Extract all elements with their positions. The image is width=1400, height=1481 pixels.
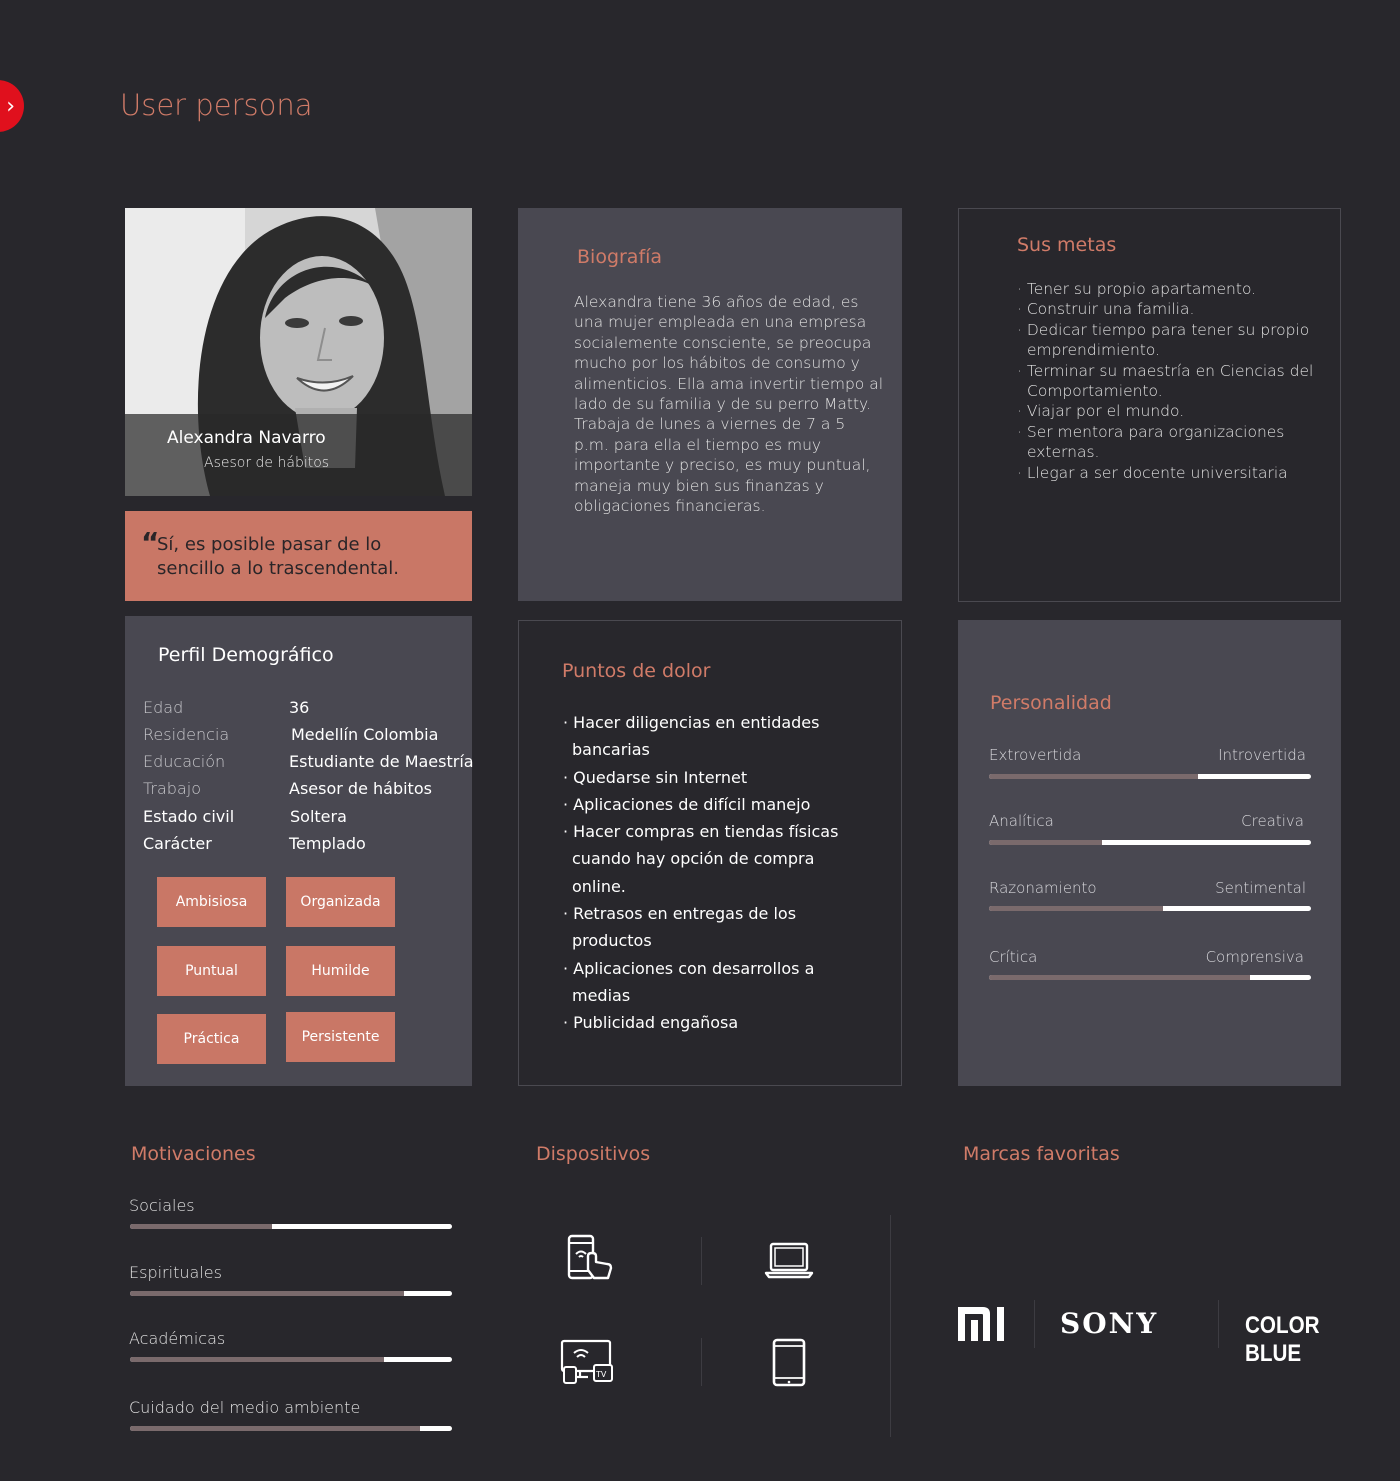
smartphone-touch-icon	[566, 1234, 614, 1282]
demo-value-residence: Medellín Colombia	[291, 725, 439, 744]
smart-tv-icon	[560, 1337, 614, 1385]
personality-card	[958, 620, 1341, 1086]
chevron-right-icon: ›	[6, 93, 15, 119]
demo-label-job: Trabajo	[143, 779, 201, 798]
scale-left-label: Analítica	[989, 812, 1054, 830]
motivation-bar-fill	[130, 1224, 272, 1229]
device-divider	[701, 1237, 702, 1285]
section-divider	[890, 1215, 891, 1437]
goal-item: · Terminar su maestría en Ciencias del Comportamiento.	[1017, 361, 1314, 401]
svg-text:TV: TV	[596, 1370, 607, 1379]
brand-divider	[1218, 1300, 1219, 1348]
pain-point-item: · Quedarse sin Internet	[563, 767, 748, 787]
scale-right-label: Creativa	[1241, 812, 1304, 830]
personality-slider-fill	[989, 906, 1163, 911]
trait-tag[interactable]: Persistente	[286, 1012, 395, 1062]
pain-point-item: · Aplicaciones con desarrollos a medias	[563, 958, 815, 1005]
motivation-bar	[130, 1291, 452, 1296]
scale-left-label: Crítica	[989, 948, 1038, 966]
demo-label-education: Educación	[143, 752, 226, 771]
goal-item: · Ser mentora para organizaciones externas.	[1017, 422, 1285, 462]
goals-title: Sus metas	[1017, 234, 1117, 256]
color-blue-logo: COLOR BLUE	[1245, 1312, 1320, 1367]
quote-mark-icon: “	[141, 526, 160, 559]
motivation-label: Espirituales	[129, 1263, 222, 1282]
goals-list	[1017, 279, 1327, 483]
persona-role: Asesor de hábitos	[204, 455, 330, 471]
laptop-icon	[764, 1240, 814, 1280]
pain-point-item: · Aplicaciones de difícil manejo	[563, 794, 811, 814]
trait-tag[interactable]: Organizada	[286, 877, 395, 927]
xiaomi-logo	[956, 1304, 1006, 1344]
demo-value-education: Estudiante de Maestría	[289, 752, 474, 771]
demo-label-age: Edad	[143, 698, 184, 717]
persona-quote	[125, 511, 472, 601]
demographics-title: Perfil Demográfico	[158, 644, 334, 666]
goal-item: · Llegar a ser docente universitaria	[1017, 463, 1288, 482]
personality-slider-fill	[989, 840, 1102, 845]
personality-slider	[989, 774, 1311, 779]
trait-tag[interactable]: Humilde	[286, 946, 395, 996]
goal-item: · Dedicar tiempo para tener su propio emprendimiento.	[1017, 320, 1310, 360]
personality-slider-fill	[989, 774, 1198, 779]
biography-title: Biografía	[577, 246, 663, 268]
motivation-label: Sociales	[129, 1196, 195, 1215]
motivation-bar	[130, 1357, 452, 1362]
page-title: User persona	[120, 88, 313, 122]
trait-tag[interactable]: Ambisiosa	[157, 877, 266, 927]
goal-item: · Viajar por el mundo.	[1017, 402, 1185, 421]
persona-name: Alexandra Navarro	[167, 428, 326, 448]
biography-text: Alexandra tiene 36 años de edad, es una mujer empleada en una empresa socialemente consciente, se preocupa mucho por los hábitos de consumo y alimenticios. Ella ama invertir tiempo al lado de su familia y de su perro Matty. Trabaja de lunes a viernes de 7 a 5 p.m. para ella el tiempo es muy importante y preciso, es muy puntual, maneja muy bien sus finanzas y obligaciones financieras.	[574, 293, 884, 516]
device-divider	[701, 1338, 702, 1386]
pain-point-item: · Hacer diligencias en entidades bancarias	[563, 713, 820, 760]
demo-value-marital-status: Soltera	[290, 807, 347, 826]
pain-points-title: Puntos de dolor	[562, 660, 711, 682]
demo-label-character: Carácter	[143, 834, 212, 853]
profile-photo	[125, 208, 472, 496]
demo-value-age: 36	[289, 698, 310, 717]
motivation-label: Cuidado del medio ambiente	[129, 1398, 361, 1417]
scale-right-label: Sentimental	[1215, 879, 1306, 897]
pain-point-item: · Hacer compras en tiendas físicas cuando hay opción de compra online.	[563, 822, 839, 896]
pain-point-item: · Publicidad engañosa	[563, 1013, 739, 1033]
scale-right-label: Comprensiva	[1205, 948, 1304, 966]
motivation-bar-fill	[130, 1426, 420, 1431]
trait-tag[interactable]: Puntual	[157, 946, 266, 996]
personality-slider-fill	[989, 975, 1250, 980]
goal-item: · Construir una familia.	[1017, 300, 1195, 319]
trait-tag[interactable]: Práctica	[157, 1014, 266, 1064]
next-arrow-button[interactable]	[0, 80, 24, 132]
motivations-title: Motivaciones	[131, 1143, 256, 1165]
scale-left-label: Razonamiento	[989, 879, 1097, 897]
personality-slider	[989, 906, 1311, 911]
personality-slider	[989, 840, 1311, 845]
tablet-icon	[770, 1338, 808, 1388]
scale-right-label: Introvertida	[1218, 746, 1306, 764]
brands-title: Marcas favoritas	[963, 1143, 1120, 1165]
motivation-bar	[130, 1426, 452, 1431]
motivation-bar	[130, 1224, 452, 1229]
sony-logo: SONY	[1060, 1307, 1159, 1340]
personality-title: Personalidad	[990, 692, 1112, 714]
pain-points-list	[563, 709, 863, 1037]
goal-item: · Tener su propio apartamento.	[1017, 280, 1257, 298]
motivation-label: Académicas	[129, 1329, 226, 1348]
scale-left-label: Extrovertida	[989, 746, 1082, 764]
demo-label-residence: Residencia	[143, 725, 230, 744]
personality-slider	[989, 975, 1311, 980]
devices-title: Dispositivos	[536, 1143, 651, 1165]
brand-divider	[1034, 1300, 1035, 1348]
pain-point-item: · Retrasos en entregas de los productos	[563, 904, 797, 951]
demo-value-character: Templado	[289, 834, 366, 853]
quote-text: Sí, es posible pasar de lo sencillo a lo trascendental.	[157, 534, 399, 579]
demo-value-job: Asesor de hábitos	[289, 779, 432, 798]
motivation-bar-fill	[130, 1291, 404, 1296]
demo-label-marital-status: Estado civil	[143, 807, 235, 826]
motivation-bar-fill	[130, 1357, 384, 1362]
